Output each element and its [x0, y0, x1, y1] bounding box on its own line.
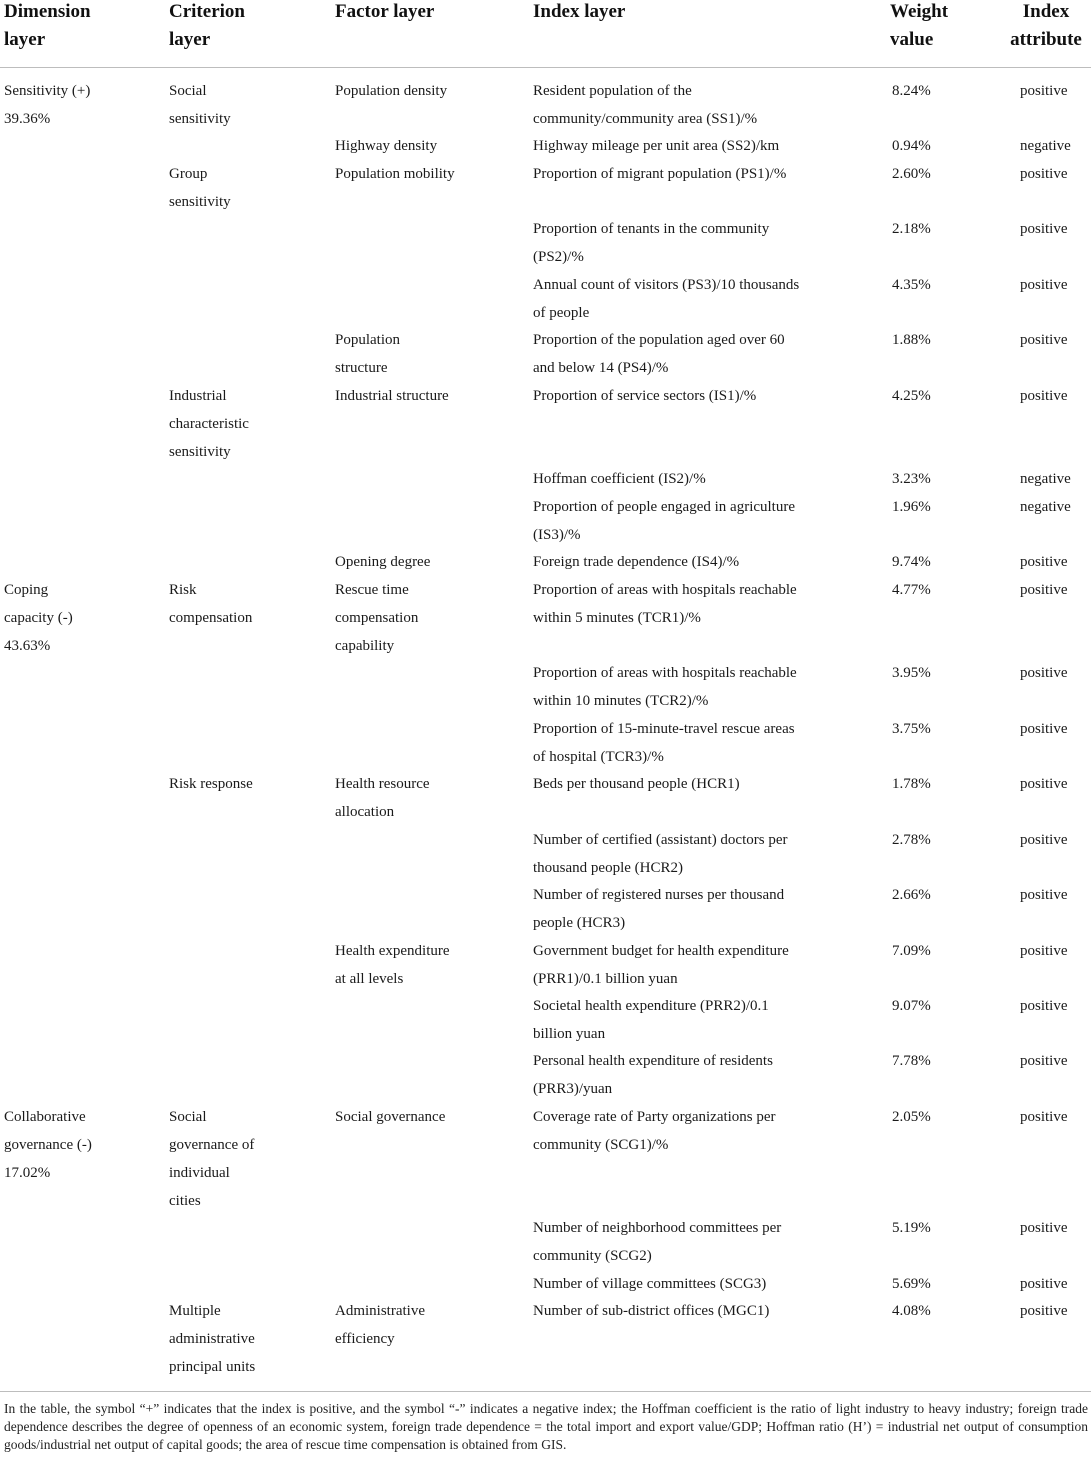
- factor-text: Population density: [335, 83, 448, 99]
- dimension-text: capacity (-): [4, 610, 73, 626]
- weight-value-cell: 5.19%: [892, 1220, 931, 1236]
- factor-cell: [335, 1103, 445, 1131]
- criterion-text: governance of: [169, 1137, 255, 1153]
- criterion-text: administrative: [169, 1331, 255, 1347]
- dimension-cell: [4, 1103, 92, 1187]
- factor-text: Social governance: [335, 1109, 446, 1125]
- criterion-text: sensitivity: [169, 444, 231, 460]
- index-cell: [533, 992, 769, 1048]
- index-attribute-cell: positive: [1020, 1109, 1068, 1125]
- header-criterion-layer: [169, 0, 245, 54]
- factor-text: Population mobility: [335, 166, 455, 182]
- table-footnote: In the table, the symbol “+” indicates that the index is positive, and the symbol “-” indicates a negative index; the Hoffman coefficient is the ratio of light industry to heavy industry; foreign trade dependence describes the degree of openness of an economic system, foreign trade dependence = the total import and export value/GDP; Hoffman ratio (H’) = industrial net output of consumption goods/industrial net output of capital goods; the area of rescue time compensation is obtained from GIS.: [4, 1401, 1088, 1452]
- header-dimension-line1: Dimension: [4, 1, 91, 22]
- index-text: (PS2)/%: [533, 249, 584, 265]
- weight-value-cell: 4.77%: [892, 582, 931, 598]
- header-index-line1: Index layer: [533, 1, 626, 22]
- index-text: thousand people (HCR2): [533, 860, 683, 876]
- header-weight-line1: Weight: [890, 1, 949, 22]
- weight-value-cell: 4.08%: [892, 1303, 931, 1319]
- dimension-text: governance (-): [4, 1137, 92, 1153]
- header-index-layer: [533, 0, 625, 26]
- criterion-text: Risk: [169, 582, 197, 598]
- index-attribute-cell: positive: [1020, 998, 1068, 1014]
- index-text: Proportion of tenants in the community: [533, 221, 770, 237]
- index-text: and below 14 (PS4)/%: [533, 360, 669, 376]
- index-cell: [533, 659, 797, 715]
- header-weight-line2: value: [890, 29, 934, 50]
- index-text: Proportion of 15-minute-travel rescue areas: [533, 721, 795, 737]
- index-attribute-cell: positive: [1020, 554, 1068, 570]
- header-attribute-line2: attribute: [1010, 29, 1082, 50]
- factor-text: Opening degree: [335, 554, 431, 570]
- factor-text: Highway density: [335, 138, 438, 154]
- index-attribute-cell: positive: [1020, 582, 1068, 598]
- weight-value-cell: 2.05%: [892, 1109, 931, 1125]
- criterion-cell: [169, 576, 252, 632]
- factor-cell: [335, 770, 430, 826]
- index-text: billion yuan: [533, 1026, 606, 1042]
- index-cell: [533, 465, 706, 493]
- factor-cell: [335, 937, 450, 993]
- index-attribute-cell: positive: [1020, 277, 1068, 293]
- criterion-cell: [169, 1297, 255, 1381]
- criterion-cell: [169, 382, 249, 466]
- weight-value-cell: 4.25%: [892, 388, 931, 404]
- index-attribute-cell: positive: [1020, 332, 1068, 348]
- factor-text: at all levels: [335, 971, 404, 987]
- dimension-text: 43.63%: [4, 638, 51, 654]
- factor-cell: [335, 326, 400, 382]
- weight-value-cell: 2.66%: [892, 887, 931, 903]
- index-text: community/community area (SS1)/%: [533, 111, 758, 127]
- factor-text: Industrial structure: [335, 388, 449, 404]
- index-cell: [533, 1297, 769, 1325]
- factor-cell: [335, 548, 430, 576]
- factor-text: compensation: [335, 610, 419, 626]
- factor-text: Rescue time: [335, 582, 409, 598]
- index-attribute-cell: positive: [1020, 83, 1068, 99]
- header-criterion-line1: Criterion: [169, 1, 245, 22]
- index-text: Resident population of the: [533, 83, 692, 99]
- dimension-cell: [4, 576, 73, 660]
- index-text: Number of sub-district offices (MGC1): [533, 1303, 770, 1319]
- index-text: people (HCR3): [533, 915, 626, 931]
- index-cell: [533, 826, 788, 882]
- criterion-text: cities: [169, 1193, 201, 1209]
- weight-value-cell: 1.88%: [892, 332, 931, 348]
- index-attribute-cell: negative: [1020, 138, 1071, 154]
- factor-cell: [335, 1297, 425, 1353]
- index-attribute-cell: positive: [1020, 1053, 1068, 1069]
- index-cell: [533, 1047, 773, 1103]
- index-text: (PRR3)/yuan: [533, 1081, 613, 1097]
- weight-value-cell: 4.35%: [892, 277, 931, 293]
- weight-value-cell: 8.24%: [892, 83, 931, 99]
- index-attribute-cell: positive: [1020, 665, 1068, 681]
- factor-text: structure: [335, 360, 388, 376]
- index-text: of people: [533, 305, 590, 321]
- criterion-text: Industrial: [169, 388, 227, 404]
- header-dimension-layer: [4, 0, 91, 54]
- weight-value-cell: 3.75%: [892, 721, 931, 737]
- criterion-text: principal units: [169, 1359, 256, 1375]
- criterion-text: Risk response: [169, 776, 253, 792]
- index-attribute-cell: positive: [1020, 776, 1068, 792]
- dimension-text: 39.36%: [4, 111, 51, 127]
- header-criterion-line2: layer: [169, 29, 211, 50]
- criterion-cell: [169, 1103, 254, 1215]
- factor-text: Health expenditure: [335, 943, 450, 959]
- factor-text: Health resource: [335, 776, 430, 792]
- factor-cell: [335, 576, 418, 660]
- criterion-cell: [169, 77, 231, 133]
- index-text: Proportion of service sectors (IS1)/%: [533, 388, 757, 404]
- index-text: Number of village committees (SCG3): [533, 1276, 767, 1292]
- criterion-cell: [169, 770, 253, 798]
- factor-text: Population: [335, 332, 401, 348]
- index-cell: [533, 1270, 766, 1298]
- header-dimension-line2: layer: [4, 29, 46, 50]
- header-weight-value: [890, 0, 948, 54]
- index-cell: [533, 715, 795, 771]
- index-text: Proportion of people engaged in agriculture: [533, 499, 796, 515]
- index-text: Proportion of migrant population (PS1)/%: [533, 166, 787, 182]
- index-attribute-cell: positive: [1020, 166, 1068, 182]
- weight-value-cell: 1.96%: [892, 499, 931, 515]
- index-attribute-cell: negative: [1020, 499, 1071, 515]
- index-text: Proportion of areas with hospitals reachable: [533, 665, 797, 681]
- factor-text: allocation: [335, 804, 395, 820]
- index-text: (PRR1)/0.1 billion yuan: [533, 971, 678, 987]
- index-text: (IS3)/%: [533, 527, 581, 543]
- factor-text: capability: [335, 638, 395, 654]
- weight-value-cell: 2.60%: [892, 166, 931, 182]
- index-cell: [533, 937, 789, 993]
- weight-value-cell: 3.23%: [892, 471, 931, 487]
- index-text: Number of registered nurses per thousand: [533, 887, 785, 903]
- index-text: Government budget for health expenditure: [533, 943, 789, 959]
- index-text: community (SCG1)/%: [533, 1137, 669, 1153]
- weight-value-cell: 2.18%: [892, 221, 931, 237]
- weight-value-cell: 5.69%: [892, 1276, 931, 1292]
- index-text: Foreign trade dependence (IS4)/%: [533, 554, 740, 570]
- dimension-text: Collaborative: [4, 1109, 86, 1125]
- dimension-text: 17.02%: [4, 1165, 51, 1181]
- index-attribute-cell: positive: [1020, 388, 1068, 404]
- factor-cell: [335, 77, 447, 105]
- criterion-text: individual: [169, 1165, 230, 1181]
- index-cell: [533, 77, 757, 133]
- index-cell: [533, 215, 769, 271]
- index-text: Proportion of the population aged over 60: [533, 332, 785, 348]
- criterion-text: Social: [169, 1109, 207, 1125]
- index-text: Annual count of visitors (PS3)/10 thousands: [533, 277, 800, 293]
- index-attribute-cell: positive: [1020, 832, 1068, 848]
- index-text: Personal health expenditure of residents: [533, 1053, 773, 1069]
- index-text: within 10 minutes (TCR2)/%: [533, 693, 709, 709]
- dimension-text: Coping: [4, 582, 49, 598]
- index-cell: [533, 382, 756, 410]
- dimension-cell: [4, 77, 90, 133]
- index-attribute-cell: positive: [1020, 887, 1068, 903]
- index-cell: [533, 1214, 781, 1270]
- index-cell: [533, 493, 795, 549]
- weight-value-cell: 9.74%: [892, 554, 931, 570]
- index-text: community (SCG2): [533, 1248, 652, 1264]
- dimension-text: Sensitivity (+): [4, 83, 91, 99]
- index-text: Coverage rate of Party organizations per: [533, 1109, 776, 1125]
- header-rule: [0, 67, 1091, 68]
- criterion-text: sensitivity: [169, 194, 231, 210]
- header-factor-line1: Factor layer: [335, 1, 435, 22]
- weight-value-cell: 9.07%: [892, 998, 931, 1014]
- criterion-text: Multiple: [169, 1303, 221, 1319]
- index-text: Number of certified (assistant) doctors per: [533, 832, 788, 848]
- weight-value-cell: 3.95%: [892, 665, 931, 681]
- index-text: Hoffman coefficient (IS2)/%: [533, 471, 706, 487]
- index-attribute-cell: positive: [1020, 1276, 1068, 1292]
- index-text: of hospital (TCR3)/%: [533, 749, 664, 765]
- criterion-text: Social: [169, 83, 207, 99]
- index-text: Number of neighborhood committees per: [533, 1220, 782, 1236]
- weight-value-cell: 0.94%: [892, 138, 931, 154]
- criterion-text: compensation: [169, 610, 253, 626]
- index-attribute-cell: positive: [1020, 1303, 1068, 1319]
- index-cell: [533, 881, 784, 937]
- weight-value-cell: 1.78%: [892, 776, 931, 792]
- index-cell: [533, 160, 786, 188]
- index-cell: [533, 548, 739, 576]
- index-attribute-cell: positive: [1020, 221, 1068, 237]
- index-cell: [533, 770, 740, 798]
- header-index-attribute: [1010, 0, 1082, 54]
- index-cell: [533, 1103, 776, 1159]
- criterion-text: Group: [169, 166, 208, 182]
- index-attribute-cell: positive: [1020, 1220, 1068, 1236]
- weight-value-cell: 2.78%: [892, 832, 931, 848]
- weight-value-cell: 7.78%: [892, 1053, 931, 1069]
- criterion-cell: [169, 160, 231, 216]
- footer-rule: [0, 1391, 1091, 1392]
- index-text: Beds per thousand people (HCR1): [533, 776, 740, 792]
- header-attribute-line1: Index: [1022, 1, 1070, 22]
- index-text: Highway mileage per unit area (SS2)/km: [533, 138, 780, 154]
- index-attribute-cell: positive: [1020, 721, 1068, 737]
- index-cell: [533, 132, 779, 160]
- index-cell: [533, 326, 785, 382]
- index-text: Societal health expenditure (PRR2)/0.1: [533, 998, 769, 1014]
- index-attribute-cell: negative: [1020, 471, 1071, 487]
- index-cell: [533, 271, 799, 327]
- criterion-text: sensitivity: [169, 111, 231, 127]
- factor-cell: [335, 382, 449, 410]
- factor-cell: [335, 160, 455, 188]
- index-attribute-cell: positive: [1020, 943, 1068, 959]
- criterion-text: characteristic: [169, 416, 249, 432]
- factor-cell: [335, 132, 437, 160]
- factor-text: efficiency: [335, 1331, 395, 1347]
- index-cell: [533, 576, 797, 632]
- index-text: within 5 minutes (TCR1)/%: [533, 610, 701, 626]
- index-text: Proportion of areas with hospitals reachable: [533, 582, 797, 598]
- factor-text: Administrative: [335, 1303, 425, 1319]
- header-factor-layer: [335, 0, 434, 26]
- weight-value-cell: 7.09%: [892, 943, 931, 959]
